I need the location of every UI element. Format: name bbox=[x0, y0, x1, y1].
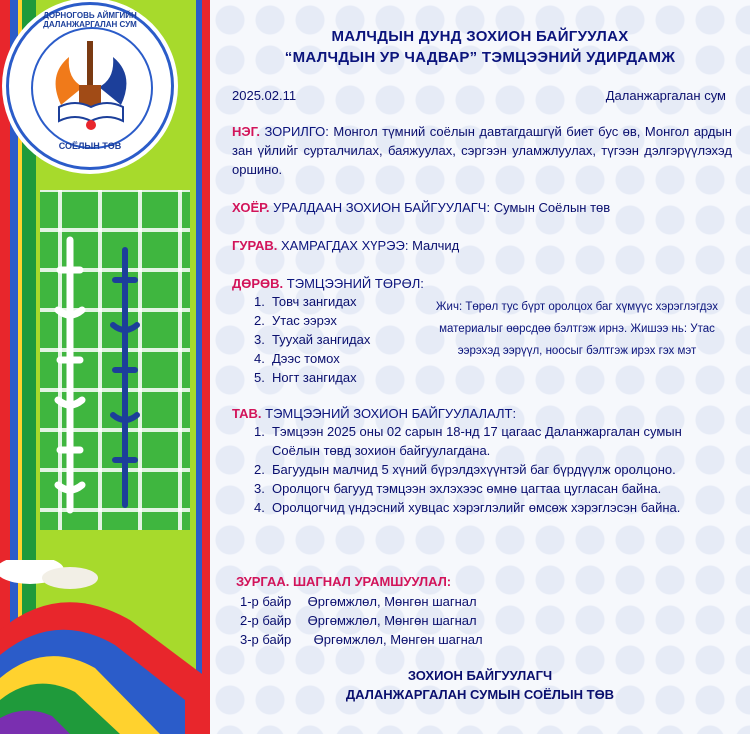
section-text: Монгол түмний соёлын давтагдашгүй биет бус өв, Монгол ардын зан үйлийг сурталчилах, баяжуулах, сэргээн уламжлуулах, түгээн дэлгэрүүлэхэд оршино. bbox=[232, 124, 732, 177]
award-row bbox=[240, 592, 477, 611]
mongolian-script-image bbox=[30, 230, 180, 520]
section-purpose bbox=[232, 122, 732, 179]
document-title-line-1: МАЛЧДЫН ДУНД ЗОХИОН БАЙГУУЛАХ bbox=[331, 28, 629, 45]
list-item: 3. Туухай зангидах bbox=[254, 332, 371, 347]
section-number: ДӨРӨВ. bbox=[232, 276, 284, 291]
section-heading: ЗУРГАА. ШАГНАЛ УРАМШУУЛАЛ: bbox=[236, 574, 452, 589]
mountain-cloud-ornament bbox=[0, 560, 210, 734]
list-item: 4. Дээс томох bbox=[254, 351, 340, 366]
section-label: ЗОРИЛГО: bbox=[264, 124, 329, 139]
document-body bbox=[210, 0, 750, 734]
section-number: ГУРАВ. bbox=[232, 238, 278, 253]
section-label: ТЭМЦЭЭНИЙ ЗОХИОН БАЙГУУЛАЛАЛТ: bbox=[265, 406, 517, 421]
award-prize: Өргөмжлөл, Мөнгөн шагнал bbox=[313, 632, 483, 647]
logo-fiddle-book-icon bbox=[41, 35, 141, 135]
list-item: 3. Оролцогч багууд тэмцээн эхлэхээс өмнө цагтаа цугласан байна. bbox=[254, 481, 662, 496]
section-number: НЭГ. bbox=[232, 124, 260, 139]
signature-line-2: ДАЛАНЖАРГАЛАН СУМЫН СОЁЛЫН ТӨВ bbox=[345, 687, 615, 702]
award-prize: Өргөмжлөл, Мөнгөн шагнал bbox=[307, 594, 477, 609]
award-row bbox=[240, 611, 477, 630]
section-number: ТАВ. bbox=[232, 406, 262, 421]
category-note: Жич: Төрөл тус бүрт оролцох баг хүмүүс хэрэглэгдэх материалыг өөрсдөө бэлтгэж ирнэ. Жишээ нь: Утас ээрэхэд ээрүүл, ноосыг бэлтгэж ирэх гэх мэт bbox=[435, 301, 719, 357]
section-text: Малчид bbox=[412, 238, 460, 253]
culture-center-logo bbox=[6, 2, 174, 170]
section-label: УРАЛДААН ЗОХИОН БАЙГУУЛАГЧ: bbox=[273, 200, 491, 215]
award-place: 3-р байр bbox=[240, 632, 292, 647]
award-place: 1-р байр bbox=[240, 594, 292, 609]
logo-bottom-text: СОЁЛЫН ТӨВ bbox=[58, 141, 122, 151]
signature-line-1: ЗОХИОН БАЙГУУЛАГЧ bbox=[407, 668, 553, 683]
document-title-line-2: “МАЛЧДЫН УР ЧАДВАР” ТЭМЦЭЭНИЙ УДИРДАМЖ bbox=[284, 49, 676, 66]
logo-top-text: ДОРНОГОВЬ АЙМГИЙН ДАЛАНЖАРГАЛАН СУМ bbox=[43, 11, 137, 29]
list-item: 1. Товч зангидах bbox=[254, 294, 357, 309]
section-organizer bbox=[232, 198, 732, 217]
section-text: Сумын Соёлын төв bbox=[493, 200, 611, 215]
category-list bbox=[254, 292, 370, 387]
list-item: 5. Ногт зангидах bbox=[254, 370, 357, 385]
section-label: ХАМРАГДАХ ХҮРЭЭ: bbox=[281, 238, 409, 253]
document-place: Даланжаргалан сум bbox=[605, 88, 726, 103]
award-prize: Өргөмжлөл, Мөнгөн шагнал bbox=[307, 613, 477, 628]
list-item: 2. Багуудын малчид 5 хүний бүрэлдэхүүнтэй баг бүрдүүлж оролцоно. bbox=[254, 462, 676, 477]
list-item: 1. Тэмцээн 2025 оны 02 сарын 18-нд 17 цагаас Даланжаргалан сумын Соёлын төвд зохион байгуулагдана. bbox=[254, 424, 682, 458]
document-date: 2025.02.11 bbox=[232, 88, 297, 103]
list-item: 4. Оролцогчид үндэсний хувцас хэрэглэлийг өмсөж хэрэглэсэн байна. bbox=[254, 500, 681, 515]
section-scope bbox=[232, 236, 732, 255]
award-row bbox=[240, 630, 483, 649]
section-label: ТЭМЦЭЭНИЙ ТӨРӨЛ: bbox=[286, 276, 424, 291]
section-awards bbox=[236, 572, 736, 591]
section-categories bbox=[232, 274, 732, 293]
section-organization bbox=[232, 404, 732, 423]
organization-list bbox=[254, 422, 724, 517]
list-item: 2. Утас ээрэх bbox=[254, 313, 337, 328]
decorative-banner bbox=[0, 0, 210, 734]
award-place: 2-р байр bbox=[240, 613, 292, 628]
section-number: ХОЁР. bbox=[232, 200, 270, 215]
